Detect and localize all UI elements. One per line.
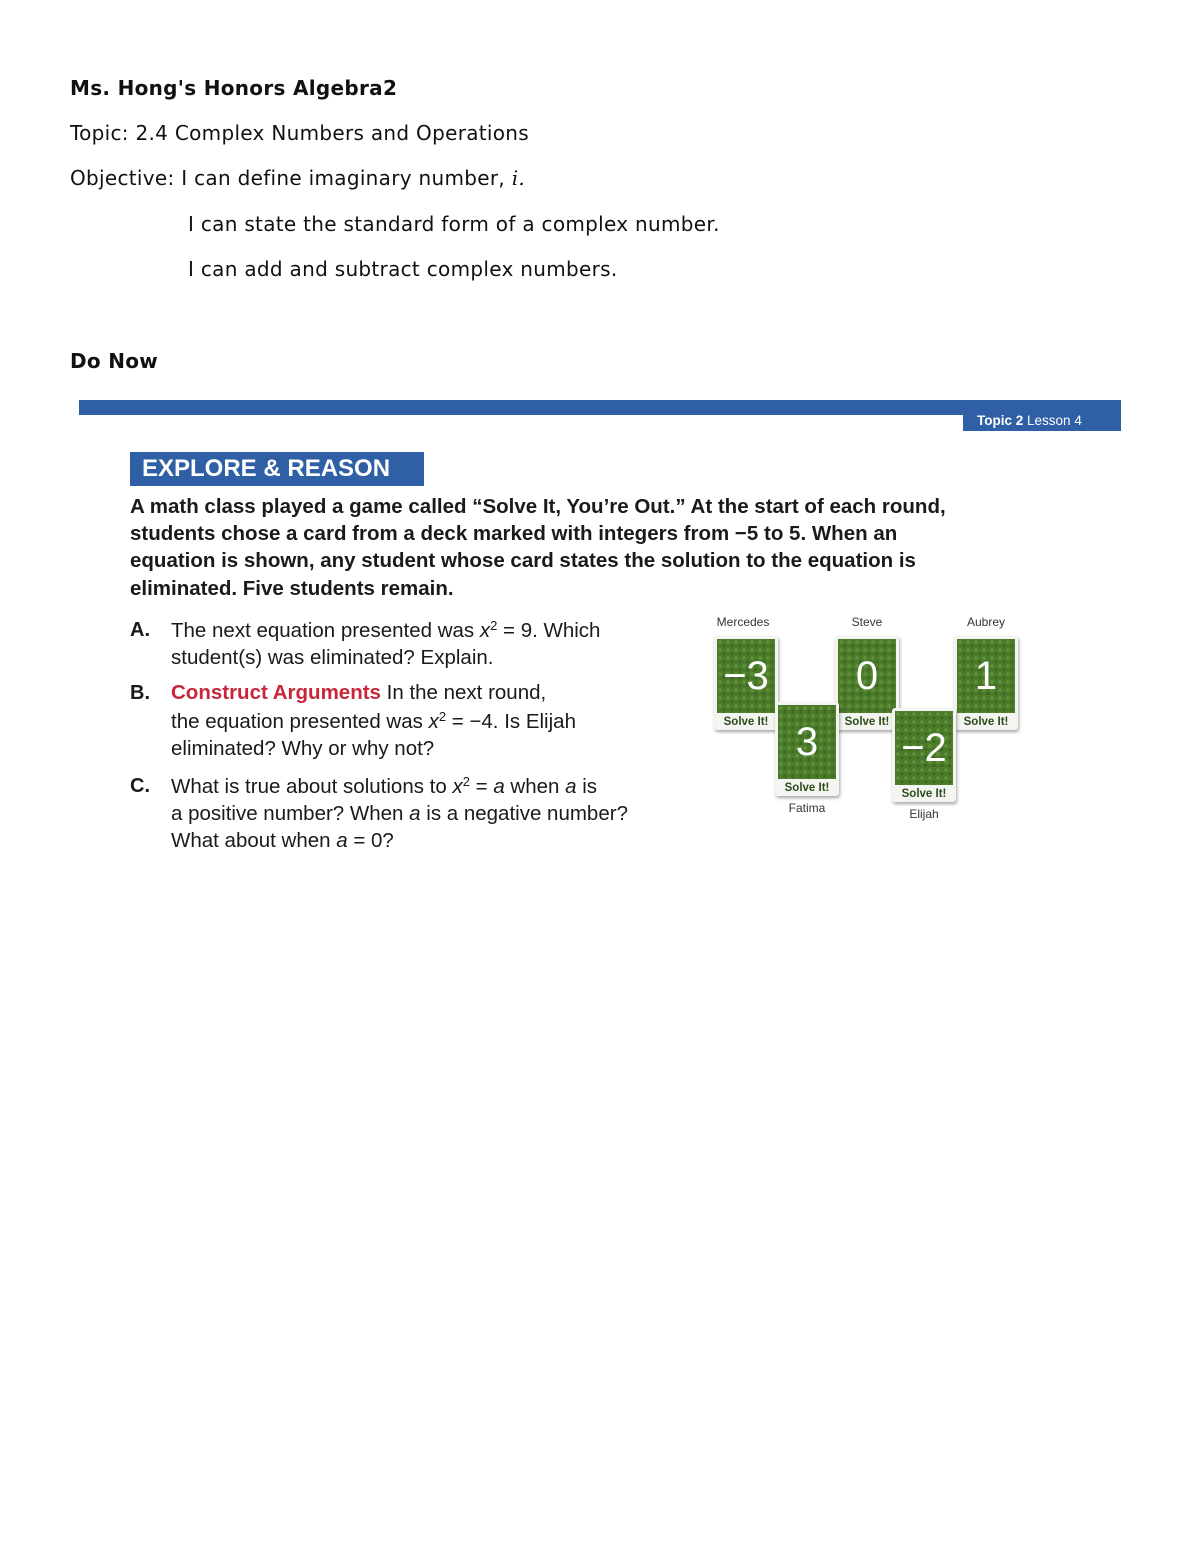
name-steve: Steve [851, 615, 883, 629]
topic-line: Topic: 2.4 Complex Numbers and Operations [70, 121, 529, 145]
card-label: Solve It! [784, 782, 830, 794]
card-elijah [892, 708, 956, 802]
card-label: Solve It! [844, 716, 890, 728]
name-aubrey: Aubrey [966, 615, 1006, 629]
card-value: 0 [838, 639, 896, 713]
intro-line-2: students chose a card from a deck marked with integers from −5 to 5. When an [130, 522, 898, 545]
imaginary-symbol: i. [511, 166, 526, 190]
card-label: Solve It! [963, 716, 1009, 728]
question-a-letter: A. [130, 619, 150, 641]
question-c-line-1: What is true about solutions to $x^2 = a$ when a is [171, 774, 598, 798]
name-mercedes: Mercedes [716, 615, 770, 629]
objective-line-1 [70, 166, 525, 190]
objective-1: I can define imaginary number, [181, 166, 506, 190]
explore-reason-banner: EXPLORE & REASON [130, 452, 424, 486]
card-value: 1 [957, 639, 1015, 713]
question-b-line-3: eliminated? Why or why not? [171, 737, 435, 760]
card-steve [835, 636, 899, 730]
question-b-line-1: Construct Arguments In the next round, [171, 681, 547, 704]
question-b-line-2: the equation presented was $x^2 = -4$. Is Elijah [171, 709, 576, 733]
question-a-line-1: The next equation presented was $x^2 = 9$. Which [171, 618, 601, 642]
intro-line-4: eliminated. Five students remain. [130, 577, 454, 600]
card-value: 3 [778, 705, 836, 779]
topic-lesson-tab [963, 410, 1121, 431]
construct-arguments-label: Construct Arguments [171, 681, 381, 704]
question-a-line-2: student(s) was eliminated? Explain. [171, 646, 494, 669]
card-mercedes [714, 636, 778, 730]
topic-tab-bold: Topic 2 [977, 413, 1024, 428]
question-c-letter: C. [130, 775, 150, 797]
topic-tab-rest: Lesson 4 [1027, 413, 1082, 428]
card-label: Solve It! [901, 788, 947, 800]
question-c-line-2: a positive number? When a is a negative number? [171, 802, 628, 825]
card-value: −3 [717, 639, 775, 713]
card-value: −2 [895, 711, 953, 785]
do-now-heading: Do Now [70, 349, 159, 373]
card-fatima [775, 702, 839, 796]
name-fatima: Fatima [788, 801, 826, 815]
card-aubrey [954, 636, 1018, 730]
question-c-line-3: What about when a = 0? [171, 829, 394, 852]
question-b-letter: B. [130, 682, 150, 704]
objective-2: I can state the standard form of a complex number. [188, 212, 720, 236]
intro-line-3: equation is shown, any student whose card states the solution to the equation is [130, 549, 916, 572]
name-elijah: Elijah [909, 807, 939, 821]
objective-3: I can add and subtract complex numbers. [188, 257, 618, 281]
course-title: Ms. Hong's Honors Algebra2 [70, 76, 398, 100]
card-label: Solve It! [723, 716, 769, 728]
objective-label: Objective: [70, 166, 175, 190]
intro-line-1: A math class played a game called “Solve It, You’re Out.” At the start of each round, [130, 495, 946, 518]
